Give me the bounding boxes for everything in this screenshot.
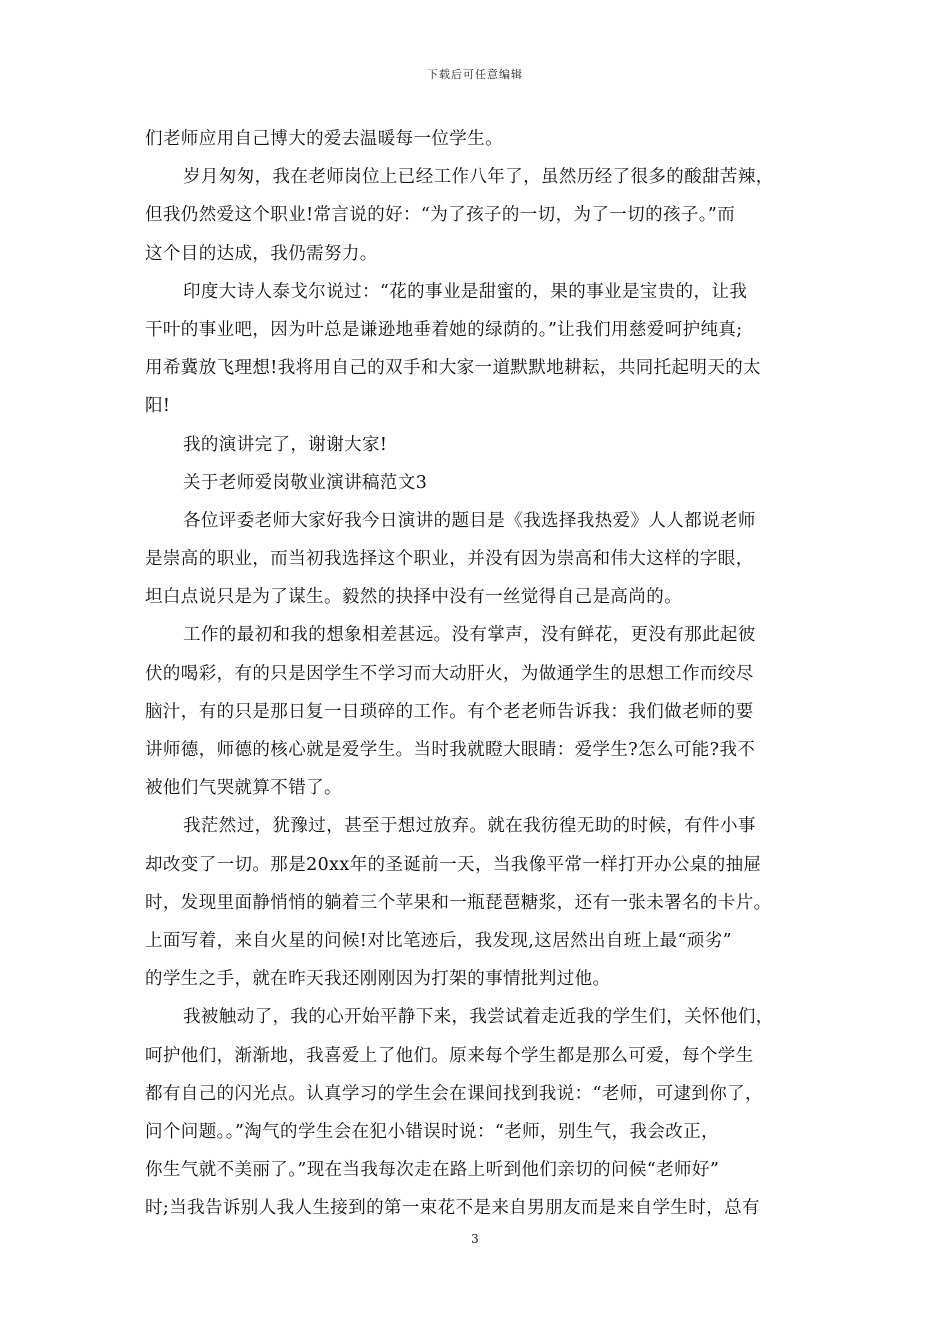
page-number: 3: [471, 1232, 479, 1246]
text-line: 但我仍然爱这个职业!常言说的好：“为了孩子的一切，为了一切的孩子。”而: [145, 205, 736, 226]
text-line: 阳!: [145, 396, 171, 417]
text-line: 都有自己的闪光点。认真学习的学生会在课间找到我说：“老师，可逮到你了，: [145, 1083, 763, 1104]
text-line: 我被触动了，我的心开始平静下来，我尝试着走近我的学生们，关怀他们，: [183, 1007, 774, 1028]
text-line: 伏的喝彩，有的只是因学生不学习而大动肝火，为做通学生的思想工作而绞尽: [145, 663, 754, 684]
text-line: 呵护他们，渐渐地，我喜爱上了他们。原来每个学生都是那么可爱，每个学生: [145, 1045, 754, 1066]
text-line: 我茫然过，犹豫过，甚至于想过放弃。就在我彷徨无助的时候，有件小事: [183, 816, 756, 837]
text-line: 讲师德，师德的核心就是爱学生。当时我就瞪大眼睛：爱学生?怎么可能?我不: [145, 740, 756, 760]
text-line: 干叶的事业吧，因为叶总是谦逊地垂着她的绿荫的。”让我们用慈爱呵护纯真;: [145, 319, 743, 340]
text-line: 脑汁，有的只是那日复一日琐碎的工作。有个老老师告诉我：我们做老师的要: [145, 701, 754, 722]
text-line: 坦白点说只是为了谋生。毅然的抉择中没有一丝觉得自己是高尚的。: [145, 587, 682, 608]
text-line: 用希冀放飞理想!我将用自己的双手和大家一道默默地耕耘，共同托起明天的太: [145, 358, 762, 379]
text-line: 工作的最初和我的想象相差甚远。没有掌声，没有鲜花，更没有那此起彼: [183, 625, 756, 646]
text-line: 这个目的达成，我仍需努力。: [145, 243, 378, 264]
text-line: 各位评委老师大家好我今日演讲的题目是《我选择我热爱》人人都说老师: [183, 510, 756, 531]
text-line: 时，发现里面静悄悄的躺着三个苹果和一瓶琵琶糖浆，还有一张未署名的卡片。: [145, 892, 772, 913]
text-line: 时;当我告诉别人我人生接到的第一束花不是来自男朋友而是来自学生时，总有: [145, 1198, 760, 1219]
text-line: 你生气就不美丽了。”现在当我每次走在路上听到他们亲切的问候“老师好”: [145, 1160, 720, 1181]
text-line: 却改变了一切。那是20xx年的圣诞前一天，当我像平常一样打开办公桌的抽屉: [145, 854, 762, 875]
section-title: 关于老师爱岗敬业演讲稿范文3: [183, 472, 428, 493]
text-line: 被他们气哭就算不错了。: [145, 778, 342, 799]
text-line: 们老师应用自己博大的爱去温暖每一位学生。: [145, 129, 503, 149]
text-line: 我的演讲完了，谢谢大家!: [183, 434, 388, 455]
text-line: 的学生之手，就在昨天我还刚刚因为打架的事情批判过他。: [145, 969, 611, 990]
text-line: 是崇高的职业，而当初我选择这个职业，并没有因为崇高和伟大这样的字眼，: [145, 549, 754, 570]
document-body: [145, 120, 815, 1227]
page-header: 下载后可任意编辑: [427, 68, 523, 81]
text-line: 印度大诗人泰戈尔说过：“花的事业是甜蜜的，果的事业是宝贵的，让我: [183, 281, 748, 302]
text-line: 上面写着，来自火星的问候!对比笔迹后，我发现,这居然出自班上最“顽劣”: [145, 930, 732, 951]
text-line: 问个问题。。”淘气的学生会在犯小错误时说：“老师，别生气，我会改正，: [145, 1121, 719, 1142]
text-line: 岁月匆匆，我在老师岗位上已经工作八年了，虽然历经了很多的酸甜苦辣，: [183, 167, 774, 188]
